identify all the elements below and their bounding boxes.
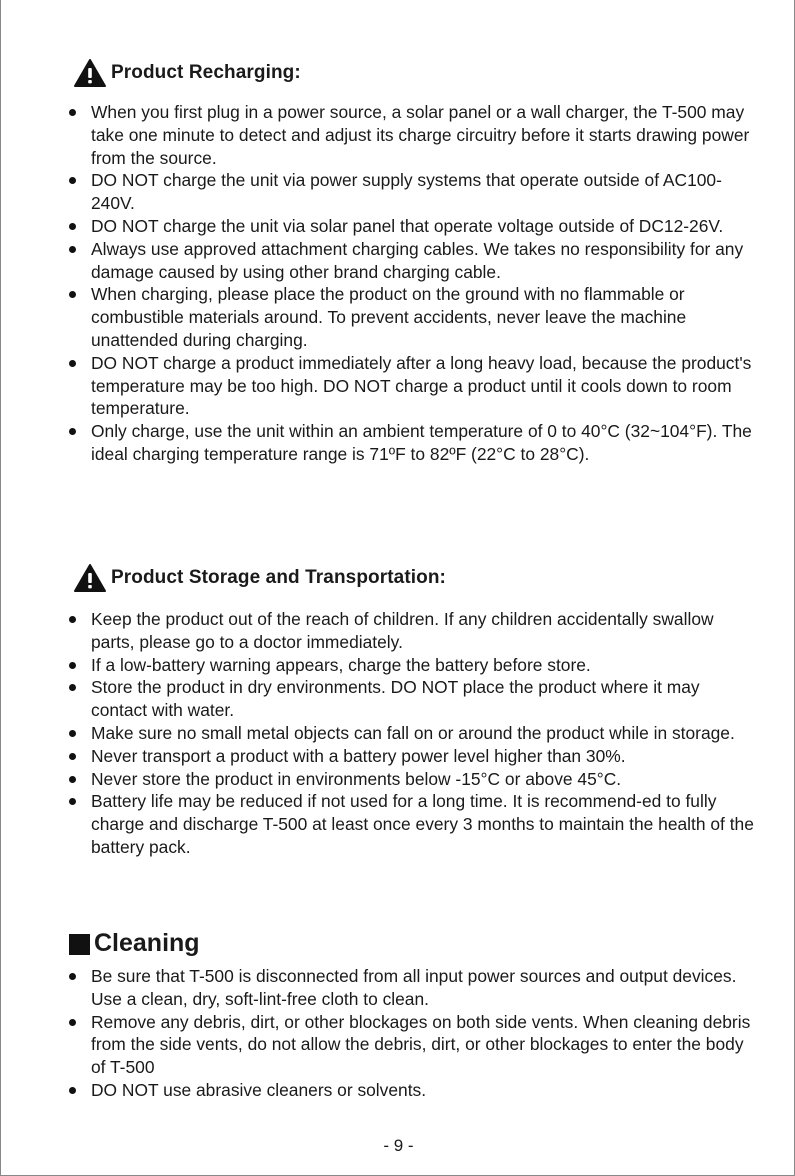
list-item: DO NOT use abrasive cleaners or solvents. <box>1 1079 795 1102</box>
cleaning-heading <box>69 929 795 958</box>
cleaning-list <box>1 965 795 1102</box>
bullet-icon <box>69 616 76 623</box>
cleaning-section <box>1 929 795 1102</box>
storage-list <box>1 608 795 859</box>
list-item: Always use approved attachment charging cables. We takes no responsibility for any damage caused by using other brand charging cable. <box>1 238 795 284</box>
list-item: Only charge, use the unit within an ambient temperature of 0 to 40°C (32~104°F). The ideal charging temperature range is 71ºF to 82ºF (22°C to 28°C). <box>1 420 795 466</box>
bullet-icon <box>69 246 76 253</box>
bullet-icon <box>69 109 76 116</box>
list-item: When charging, please place the product on the ground with no flammable or combustible materials around. To prevent accidents, never leave the machine unattended during charging. <box>1 283 795 351</box>
cleaning-title: Cleaning <box>94 929 200 957</box>
list-item: Never transport a product with a battery power level higher than 30%. <box>1 745 795 768</box>
list-item: DO NOT charge the unit via solar panel that operate voltage outside of DC12-26V. <box>1 215 795 238</box>
list-item: When you first plug in a power source, a solar panel or a wall charger, the T-500 may take one minute to detect and adjust its charge circuitry before it starts drawing power from the source. <box>1 101 795 169</box>
list-item: Never store the product in environments below -15°C or above 45°C. <box>1 768 795 791</box>
bullet-icon <box>69 753 76 760</box>
list-item: DO NOT charge a product immediately after a long heavy load, because the product's temperature may be too high. DO NOT charge a product until it cools down to room temperature. <box>1 352 795 420</box>
bullet-icon <box>69 798 76 805</box>
bullet-icon <box>69 1087 76 1094</box>
list-item: Be sure that T-500 is disconnected from all input power sources and output devices. Use a clean, dry, soft-lint-free cloth to clean. <box>1 965 795 1011</box>
bullet-icon <box>69 223 76 230</box>
list-item: Battery life may be reduced if not used for a long time. It is recommend-ed to fully charge and discharge T-500 at least once every 3 months to maintain the health of the battery pack. <box>1 790 795 858</box>
bullet-icon <box>69 1019 76 1026</box>
bullet-icon <box>69 684 76 691</box>
recharging-list <box>1 101 795 466</box>
bullet-icon <box>69 360 76 367</box>
list-item: If a low-battery warning appears, charge the battery before store. <box>1 654 795 677</box>
bullet-icon <box>69 428 76 435</box>
recharging-section <box>1 58 795 466</box>
list-item: Keep the product out of the reach of children. If any children accidentally swallow parts, please go to a doctor immediately. <box>1 608 795 654</box>
bullet-icon <box>69 776 76 783</box>
list-item: DO NOT charge the unit via power supply systems that operate outside of AC100-240V. <box>1 169 795 215</box>
recharging-title: Product Recharging: <box>111 62 301 83</box>
bullet-icon <box>69 973 76 980</box>
bullet-icon <box>69 177 76 184</box>
bullet-icon <box>69 662 76 669</box>
bullet-icon <box>69 291 76 298</box>
storage-section <box>1 563 795 859</box>
warning-icon <box>73 563 107 593</box>
page-number: - 9 - <box>383 1136 414 1155</box>
warning-icon <box>73 58 107 88</box>
recharging-heading <box>73 58 795 88</box>
list-item: Remove any debris, dirt, or other blockages on both side vents. When cleaning debris from the side vents, do not allow the debris, dirt, or other blockages to enter the body of T-500 <box>1 1011 795 1079</box>
bullet-icon <box>69 730 76 737</box>
list-item: Store the product in dry environments. DO NOT place the product where it may contact with water. <box>1 676 795 722</box>
storage-title: Product Storage and Transportation: <box>111 567 446 588</box>
list-item: Make sure no small metal objects can fall on or around the product while in storage. <box>1 722 795 745</box>
square-bullet-icon <box>69 934 90 955</box>
storage-heading <box>73 563 795 593</box>
